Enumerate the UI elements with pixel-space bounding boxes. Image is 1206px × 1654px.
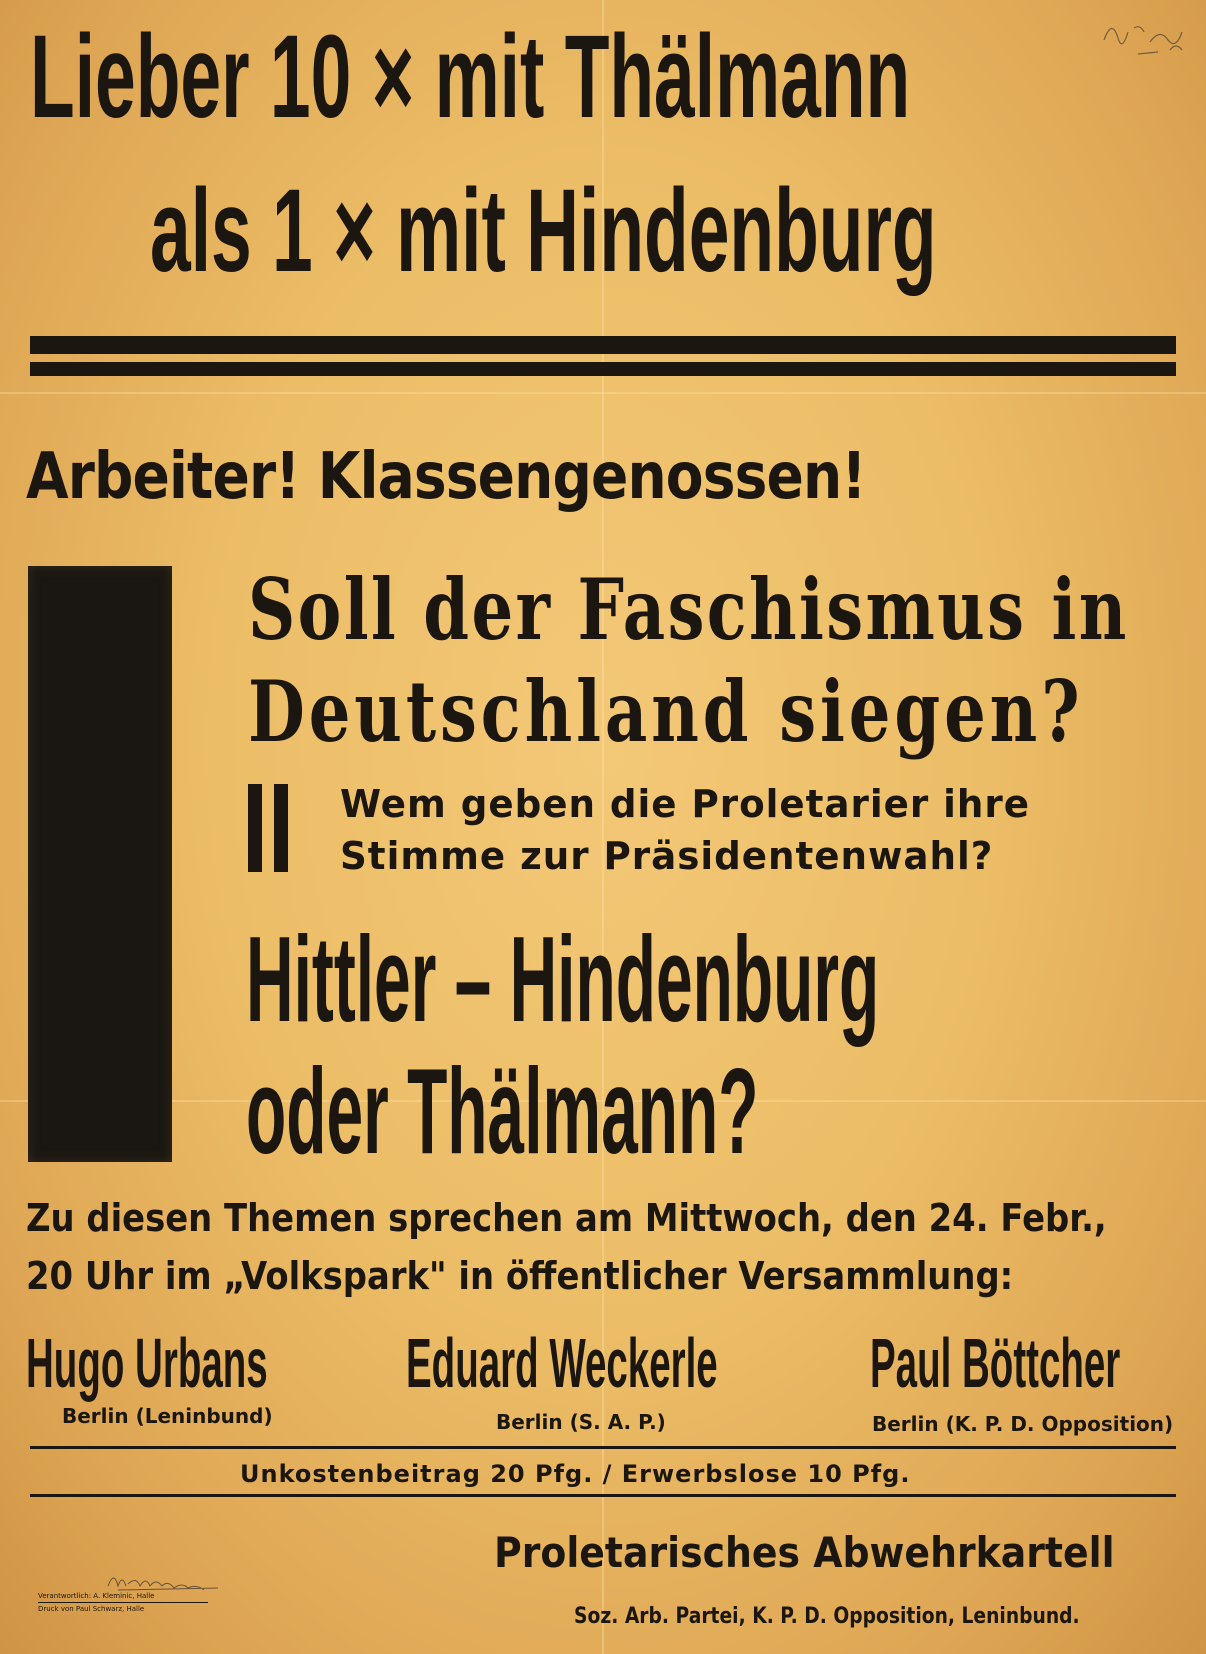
theme-two-line-1: Wem geben die Proletarier ihre (340, 782, 1030, 826)
speaker-affiliation: Berlin (K. P. D. Opposition) (872, 1412, 1174, 1436)
imprint-printer: Druck von Paul Schwarz, Halle (38, 1605, 145, 1613)
speaker-affiliation: Berlin (Leninbund) (62, 1404, 273, 1428)
speaker-name: Eduard Weckerle (406, 1324, 718, 1402)
speaker-name: Hugo Urbans (26, 1324, 268, 1402)
admission-fees: Unkostenbeitrag 20 Pfg. / Erwerbslose 10 Pfg. (240, 1460, 911, 1488)
roman-numeral-one (28, 566, 172, 1162)
choice-line-1: Hittler – Hindenburg (246, 911, 880, 1047)
headline-line-1: Lieber 10 × mit Thälmann (30, 11, 911, 143)
imprint-responsible: Verantwortlich: A. Kleminic, Halle (38, 1592, 155, 1600)
choice-line-2: oder Thälmann? (246, 1043, 759, 1179)
speaker-name: Paul Böttcher (870, 1324, 1121, 1402)
roman-numeral-two-second-bar (274, 784, 288, 872)
heavy-rule (30, 336, 1176, 354)
headline-line-2: als 1 × mit Hindenburg (150, 165, 937, 297)
pencil-annotation (1098, 10, 1198, 70)
divider-rule-lower (30, 1494, 1176, 1497)
theme-one-line-2: Deutschland siegen? (248, 662, 1084, 761)
divider-rule (30, 1446, 1176, 1449)
fold-crease-horizontal (0, 392, 1206, 394)
theme-one-line-1: Soll der Faschismus in (248, 560, 1129, 659)
address-heading: Arbeiter! Klassengenossen! (26, 440, 866, 514)
meeting-info-line-1: Zu diesen Themen sprechen am Mittwoch, den 24. Febr., (26, 1196, 1107, 1240)
speaker-affiliation: Berlin (S. A. P.) (496, 1410, 666, 1434)
meeting-info-line-2: 20 Uhr im „Volkspark" in öffentlicher Versammlung: (26, 1254, 1014, 1298)
roman-numeral-two (248, 784, 262, 872)
heavy-rule-lower (30, 362, 1176, 376)
imprint-rule (38, 1602, 208, 1603)
theme-two-line-2: Stimme zur Präsidentenwahl? (340, 834, 994, 878)
organizer-members: Soz. Arb. Partei, K. P. D. Opposition, Leninbund. (574, 1604, 1080, 1629)
organizer-name: Proletarisches Abwehrkartell (494, 1528, 1115, 1577)
